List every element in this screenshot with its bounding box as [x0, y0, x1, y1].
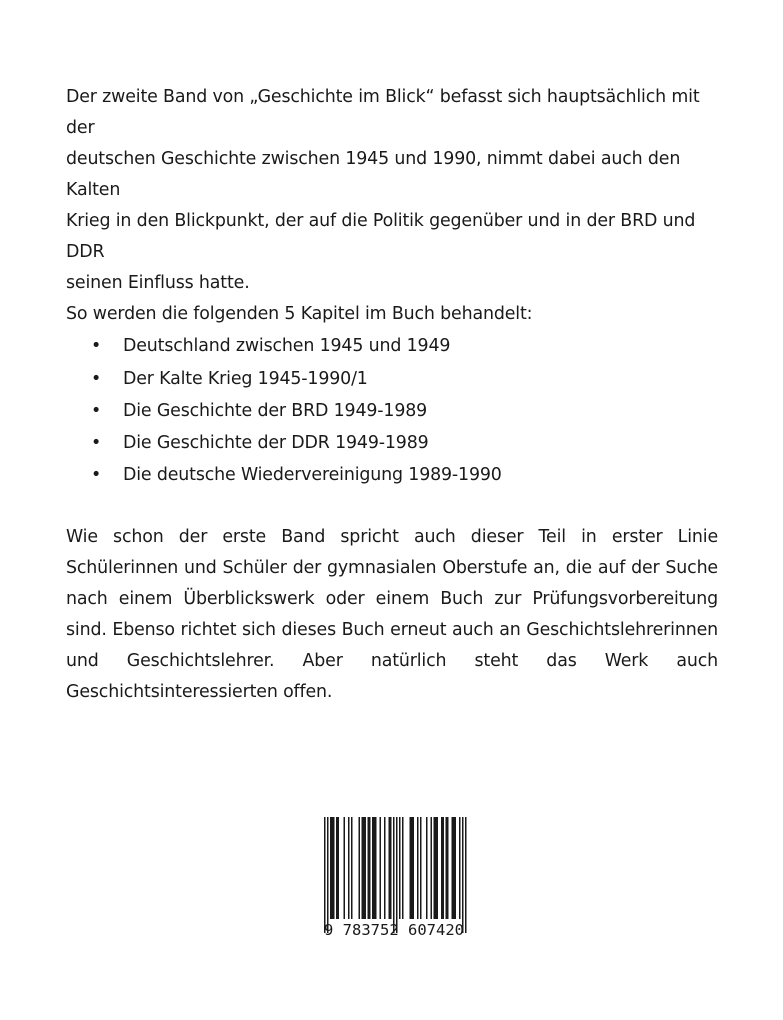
chapter-item [66, 364, 718, 395]
barcode-bar [384, 817, 386, 919]
barcode-bar [390, 817, 392, 919]
barcode-bar [374, 817, 376, 919]
barcode-guard-bar [396, 817, 398, 933]
bullet-icon: • [91, 465, 102, 486]
barcode-bar [402, 817, 404, 919]
barcode-bar [453, 817, 455, 919]
barcode-bar [380, 817, 382, 919]
chapter-item [66, 331, 718, 362]
barcode-bar [389, 817, 391, 919]
barcode-bar [417, 817, 419, 919]
barcode-bar [338, 817, 340, 919]
chapter-label: Der Kalte Krieg 1945-1990/1 [123, 368, 368, 389]
paragraph-spacer [66, 491, 718, 522]
barcode-bar [452, 817, 454, 919]
chapter-label: Deutschland zwischen 1945 und 1949 [123, 336, 451, 357]
barcode-bar [437, 817, 439, 919]
barcode-bar [420, 817, 422, 919]
barcode-bar [410, 817, 412, 919]
bullet-icon: • [91, 400, 102, 421]
barcode-guard-bar [393, 817, 395, 933]
barcode-bar [369, 817, 371, 919]
chapter-list [66, 331, 718, 491]
barcode-bar [375, 817, 377, 919]
barcode-bar [351, 817, 353, 919]
barcode-graphic [316, 817, 472, 939]
barcode-bar [455, 817, 457, 919]
bullet-icon: • [91, 336, 102, 357]
barcode-bar [330, 817, 332, 919]
barcode-bar [413, 817, 415, 919]
chapter-label: Die Geschichte der BRD 1949-1989 [123, 400, 428, 421]
barcode-bar [333, 817, 335, 919]
book-description [66, 82, 718, 708]
barcode-bar [459, 817, 461, 919]
barcode-bar [443, 817, 445, 919]
isbn-barcode [316, 817, 472, 939]
barcode-bar [446, 817, 448, 919]
intro-line-4: seinen Einfluss hatte. [66, 273, 250, 293]
chapter-item [66, 460, 718, 491]
audience-paragraph: Wie schon der erste Band spricht auch dieser Teil in erster Linie Schülerinnen und Schüler der gymnasialen Oberstufe an, die auf der Suche nach einem Überblickswerk oder einem Buch zur Prüfungsvorbereitung sind. Ebenso richtet sich dieses Buch erneut auch an Geschichtslehrerinnen und Geschichtslehrer. Aber natürlich steht das Werk auch Geschichtsinteressierten offen. [66, 527, 718, 703]
barcode-guard-bar [465, 817, 467, 933]
barcode-guard-bar [462, 817, 464, 933]
barcode-bar [332, 817, 334, 919]
intro-paragraph [66, 82, 718, 299]
chapter-label: Die Geschichte der DDR 1949-1989 [123, 433, 429, 454]
barcode-bar [431, 817, 433, 919]
barcode-bar [411, 817, 413, 919]
bullet-icon: • [91, 433, 102, 454]
barcode-number: 9 783752 607420 [324, 921, 464, 939]
barcode-bar [362, 817, 364, 919]
barcode-bars [324, 817, 467, 933]
bullet-icon: • [91, 368, 102, 389]
intro-line-1: Der zweite Band von „Geschichte im Blick“ befasst sich hauptsächlich mit der [66, 87, 700, 138]
barcode-bar [368, 817, 370, 919]
barcode-bar [399, 817, 401, 919]
barcode-bar [344, 817, 346, 919]
intro-line-2: deutschen Geschichte zwischen 1945 und 1990, nimmt dabei auch den Kalten [66, 149, 681, 200]
barcode-bar [434, 817, 436, 919]
barcode-bar [336, 817, 338, 919]
chapter-item [66, 428, 718, 459]
barcode-bar [348, 817, 350, 919]
barcode-bar [365, 817, 367, 919]
barcode-bar [447, 817, 449, 919]
chapter-label: Die deutsche Wiedervereinigung 1989-1990 [123, 465, 502, 486]
barcode-guard-bar [324, 817, 326, 933]
intro-line-3: Krieg in den Blickpunkt, der auf die Politik gegenüber und in der BRD und DDR [66, 211, 696, 262]
barcode-guard-bar [327, 817, 329, 933]
barcode-bar [372, 817, 374, 919]
barcode-bar [441, 817, 443, 919]
chapters-intro: So werden die folgenden 5 Kapitel im Buch behandelt: [66, 304, 533, 324]
barcode-bar [363, 817, 365, 919]
chapter-item [66, 396, 718, 427]
barcode-bar [359, 817, 361, 919]
barcode-bar [435, 817, 437, 919]
barcode-bar [426, 817, 428, 919]
